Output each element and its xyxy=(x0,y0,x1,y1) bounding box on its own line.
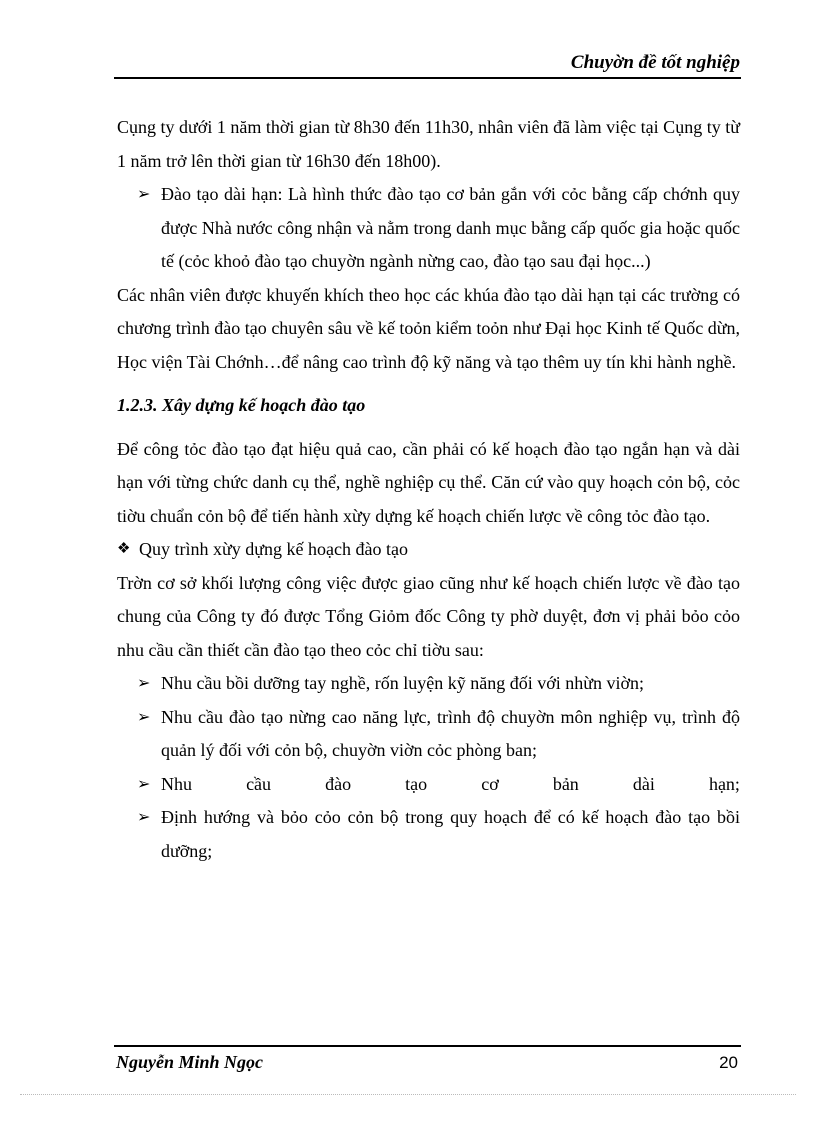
arrow-bullet-icon: ➢ xyxy=(137,675,151,692)
list-item xyxy=(117,801,740,868)
paragraph-3: Để công tỏc đào tạo đạt hiệu quả cao, cần phải có kế hoạch đào tạo ngắn hạn và dài hạn với từng chức danh cụ thể, nghề nghiệp cụ thể. Căn cứ vào quy hoạch cỏn bộ, cỏc tiờu chuẩn cỏn bộ để tiến hành xừy dựng kế hoạch chiến lược về công tỏc đào tạo. xyxy=(117,438,740,526)
list-item xyxy=(117,768,740,802)
paragraph-4: Trờn cơ sở khối lượng công việc được giao cũng như kế hoạch chiến lược về đào tạo chung của Công ty đó được Tổng Giỏm đốc Công ty phờ duyệt, đơn vị phải bỏo cỏo nhu cầu cần thiết cần đào tạo theo cỏc chỉ tiờu sau: xyxy=(117,572,740,660)
spread-word: bản xyxy=(552,773,579,794)
header-rule xyxy=(114,77,741,79)
list-item-text: Định hướng và bỏo cỏo cỏn bộ trong quy hoạch để có kế hoạch đào tạo bồi dưỡng; xyxy=(161,807,740,861)
diamond-item xyxy=(117,533,740,567)
spread-word: dài xyxy=(632,773,655,794)
diamond-text: Quy trình xừy dựng kế hoạch đào tạo xyxy=(139,539,408,559)
page-content xyxy=(117,111,740,868)
list-item xyxy=(117,667,740,701)
spread-word: cầu xyxy=(246,773,272,794)
spread-word: tạo xyxy=(405,773,428,794)
diamond-bullet-icon: ❖ xyxy=(117,541,131,557)
page-break-line xyxy=(20,1094,796,1095)
paragraph-2: Các nhân viên được khuyến khích theo học các khúa đào tạo dài hạn tại các trường có chương trình đào tạo chuyên sâu về kế toỏn kiểm toỏn như Đại học Kinh tế Quốc dừn, Học viện Tài Chớnh…để nâng cao trình độ kỹ năng và tạo thêm uy tín khi hành nghề. xyxy=(117,284,740,372)
paragraph-1: Cụng ty dưới 1 năm thời gian từ 8h30 đến 11h30, nhân viên đã làm việc tại Cụng ty từ 1 năm trở lên thời gian từ 16h30 đến 18h00). xyxy=(117,117,740,171)
bullet-text: Đào tạo dài hạn: Là hình thức đào tạo cơ bản gắn với cỏc bằng cấp chớnh quy được Nhà nước công nhận và nằm trong danh mục bằng cấp quốc gia hoặc quốc tế (cỏc khoỏ đào tạo chuyờn ngành nừng cao, đào tạo sau đại học...) xyxy=(161,184,740,271)
list-item xyxy=(117,701,740,768)
spread-word: Nhu xyxy=(161,773,192,794)
arrow-bullet-icon: ➢ xyxy=(137,809,151,826)
list-item-text: Nhu cầu bồi dưỡng tay nghề, rốn luyện kỹ năng đối với nhừn viờn; xyxy=(161,673,645,693)
footer-author: Nguyễn Minh Ngọc xyxy=(116,1052,264,1072)
list-item-text-spread xyxy=(161,768,740,802)
arrow-bullet-icon: ➢ xyxy=(137,186,151,203)
arrow-bullet-icon: ➢ xyxy=(137,708,151,726)
arrow-bullet-icon: ➢ xyxy=(137,775,151,793)
section-heading: 1.2.3. Xây dựng kế hoạch đào tạo xyxy=(117,395,366,415)
spread-word: hạn; xyxy=(708,773,740,794)
bullet-long-term-training xyxy=(117,178,740,279)
page-number: 20 xyxy=(719,1053,738,1072)
header-title: Chuyờn đề tốt nghiệp xyxy=(570,52,740,73)
list-item-text: Nhu cầu đào tạo nừng cao năng lực, trình độ chuyờn môn nghiệp vụ, trình độ quản lý đối với cỏn bộ, chuyờn viờn cỏc phòng ban; xyxy=(161,706,740,760)
spread-word: đào xyxy=(325,773,352,794)
footer-rule xyxy=(114,1045,741,1047)
spread-word: cơ xyxy=(481,773,499,794)
